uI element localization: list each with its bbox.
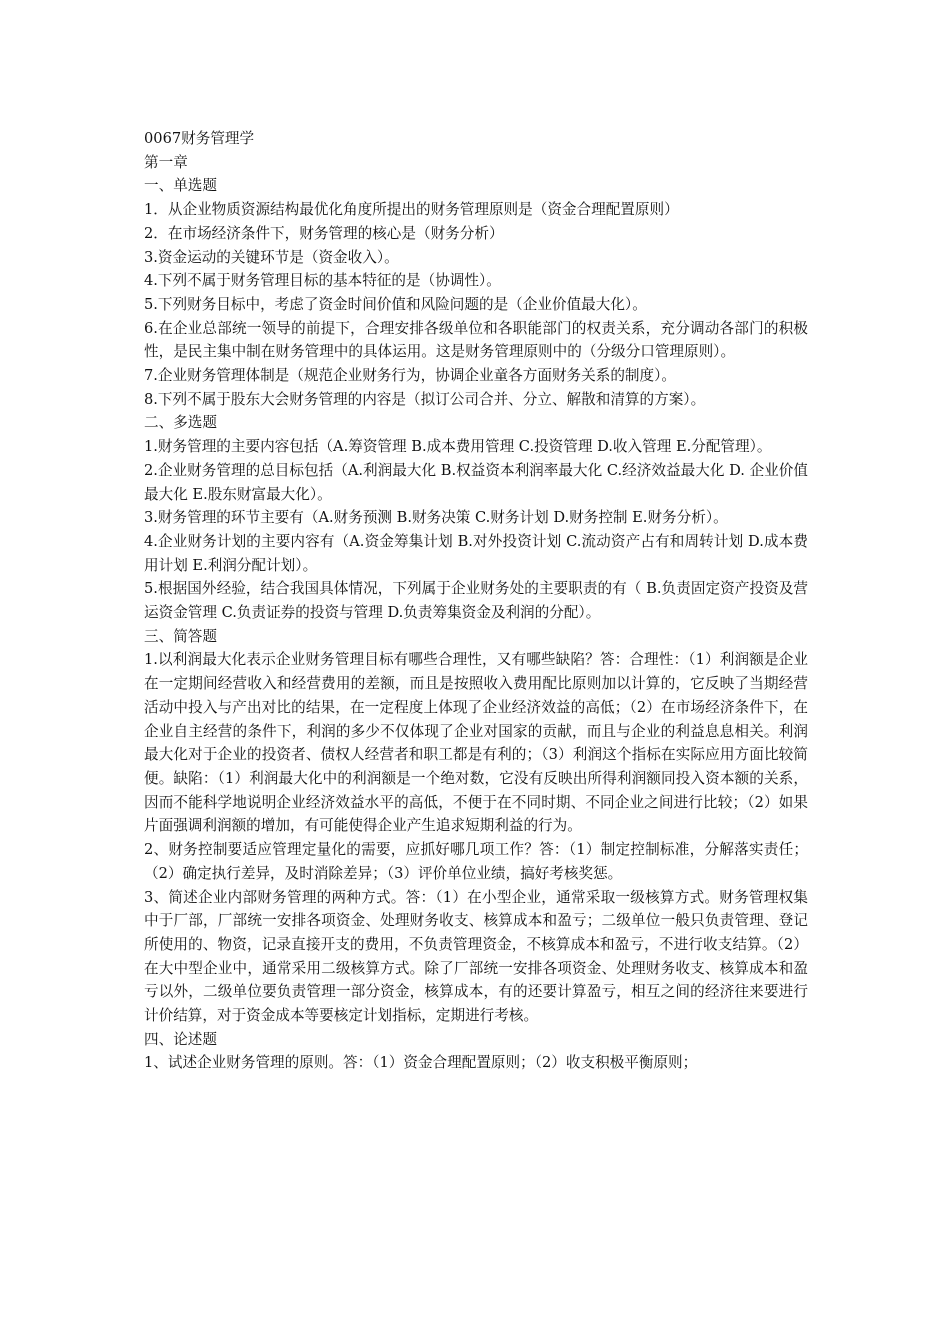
question-item: 4.下列不属于财务管理目标的基本特征的是（协调性）。: [144, 272, 501, 290]
section-heading: 二、多选题: [144, 414, 217, 432]
section-essay: [144, 1028, 808, 1075]
section-multiple-choice: [144, 411, 808, 624]
question-item: 3.资金运动的关键环节是（资金收入）。: [144, 248, 399, 266]
question-item: 1.以利润最大化表示企业财务管理目标有哪些合理性，又有哪些缺陷？答：合理性：（1）利润额是企业在一定期间经营收入和经营费用的差额，而且是按照收入费用配比原则加以计算的，它反映了当期经营活动中投入与产出对比的结果，在一定程度上体现了企业经济效益的高低；（2）在市场经济条件下，在企业自主经营的条件下，利润的多少不仅体现了企业对国家的贡献，而且与企业的利益息息相关。利润最大化对于企业的投资者、债权人经营者和职工都是有利的；（3）利润这个指标在实际应用方面比较简便。缺陷：（1）利润最大化中的利润额是一个绝对数，它没有反映出所得利润额同投入资本额的关系，因而不能科学地说明企业经济效益水平的高低，不便于在不同时期、不同企业之间进行比较；（2）如果片面强调利润额的增加，有可能使得企业产生追求短期利益的行为。: [144, 651, 808, 835]
question-item: 2、财务控制要适应管理定量化的需要，应抓好哪几项工作？答：（1）制定控制标准，分解落实责任；（2）确定执行差异，及时消除差异；（3）评价单位业绩，搞好考核奖惩。: [144, 841, 808, 882]
question-item: 5.下列财务目标中，考虑了资金时间价值和风险问题的是（企业价值最大化）。: [144, 295, 647, 313]
question-item: 1.财务管理的主要内容包括（A.筹资管理 B.成本费用管理 C.投资管理 D.收入管理 E.分配管理）。: [144, 438, 772, 456]
question-item: 8.下列不属于股东大会财务管理的内容是（拟订公司合并、分立、解散和清算的方案）。: [144, 390, 706, 408]
document-page: [144, 127, 808, 1075]
section-heading: 四、论述题: [144, 1030, 217, 1048]
question-item: 5.根据国外经验，结合我国具体情况，下列属于企业财务处的主要职责的有（ B.负责固定资产投资及营运资金管理 C.负责证券的投资与管理 D.负责筹集资金及利润的分配）。: [144, 580, 808, 622]
question-item: 1、试述企业财务管理的原则。答：（1）资金合理配置原则；（2）收支积极平衡原则；: [144, 1054, 698, 1072]
section-heading: 一、单选题: [144, 177, 217, 195]
question-item: 2.企业财务管理的总目标包括（A.利润最大化 B.权益资本利润率最大化 C.经济效益最大化 D. 企业价值最大化 E.股东财富最大化）。: [144, 461, 808, 503]
question-item: 4.企业财务计划的主要内容有（A.资金筹集计划 B.对外投资计划 C.流动资产占有和周转计划 D.成本费用计划 E.利润分配计划）。: [144, 532, 808, 574]
question-item: 1．从企业物质资源结构最优化角度所提出的财务管理原则是（资金合理配置原则）: [144, 201, 679, 219]
question-item: 2．在市场经济条件下，财务管理的核心是（财务分析）: [144, 224, 504, 242]
question-item: 3、简述企业内部财务管理的两种方式。答：（1）在小型企业，通常采取一级核算方式。财务管理权集中于厂部，厂部统一安排各项资金、处理财务收支、核算成本和盈亏；二级单位一般只负责管理、登记所使用的、物资，记录直接开支的费用，不负责管理资金，不核算成本和盈亏，不进行收支结算。（2）在大中型企业中，通常采用二级核算方式。除了厂部统一安排各项资金、处理财务收支、核算成本和盈亏以外，二级单位要负责管理一部分资金，核算成本，有的还要计算盈亏，相互之间的经济往来要进行计价结算，对于资金成本等要核定计划指标，定期进行考核。: [144, 888, 808, 1025]
question-item: 6.在企业总部统一领导的前提下，合理安排各级单位和各职能部门的权责关系，充分调动各部门的积极性，是民主集中制在财务管理中的具体运用。这是财务管理原则中的（分级分口管理原则）。: [144, 319, 808, 361]
section-single-choice: [144, 174, 808, 411]
chapter-heading: 第一章: [144, 153, 188, 171]
section-short-answer: [144, 625, 808, 1028]
section-heading: 三、简答题: [144, 627, 217, 645]
question-item: 7.企业财务管理体制是（规范企业财务行为，协调企业童各方面财务关系的制度）。: [144, 367, 677, 385]
document-title: 0067财务管理学: [144, 130, 255, 147]
question-item: 3.财务管理的环节主要有（A.财务预测 B.财务决策 C.财务计划 D.财务控制 E.财务分析）。: [144, 509, 728, 527]
